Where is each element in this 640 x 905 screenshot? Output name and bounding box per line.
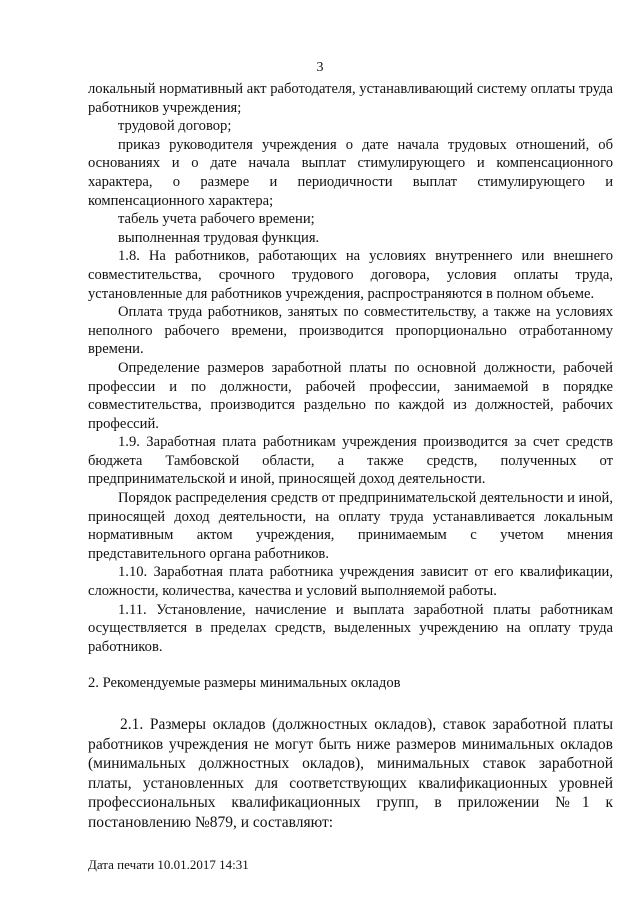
paragraph-timesheet: табель учета рабочего времени; [118, 211, 315, 228]
paragraph-labor-function: выполненная трудовая функция. [118, 229, 320, 246]
section-heading: 2. Рекомендуемые размеры минимальных окладов [88, 675, 401, 692]
paragraph-1-8: 1.8. На работников, работающих на условиях внутреннего или внешнего совместительства, срочного трудового договора, условия оплаты труда, установленные для работников учреждения, распространяются в полном объеме. [88, 248, 613, 302]
paragraph-local-act: локальный нормативный акт работодателя, устанавливающий систему оплаты труда работников учреждения; [88, 81, 613, 116]
paragraph-part-time-pay: Оплата труда работников, занятых по совместительству, а также на условиях неполного рабочего времени, производится пропорционально отработанному времени. [88, 304, 613, 358]
paragraph-1-11: 1.11. Установление, начисление и выплата заработной платы работникам осуществляется в пределах средств, выделенных учреждению на оплату труда работников. [88, 601, 613, 655]
print-date: Дата печати 10.01.2017 14:31 [88, 857, 249, 872]
document-body [88, 80, 613, 832]
paragraph-1-9: 1.9. Заработная плата работникам учреждения производится за счет средств бюджета Тамбовской области, а также средств, полученных от предпринимательской и иной, приносящей доход деятельности. [88, 434, 613, 488]
paragraph-director-order: приказ руководителя учреждения о дате начала трудовых отношений, об основаниях и о дате начала выплат стимулирующего и компенсационного характера, о размере и периодичности выплат стимулирующего и компенсационного характера; [88, 136, 613, 209]
paragraph-salary-determination: Определение размеров заработной платы по основной должности, рабочей профессии и по должности, рабочей профессии, занимаемой в порядке совместительства, производится раздельно по каждой из должностей, рабочих профессий. [88, 359, 613, 432]
paragraph-distribution-order: Порядок распределения средств от предпринимательской деятельности и иной, приносящей доход деятельности, на оплату труда устанавливается локальным нормативным актом учреждения, принимаемым с учетом мнения представительного органа работников. [88, 490, 613, 562]
paragraph-labor-contract: трудовой договор; [118, 118, 232, 135]
paragraph-1-10: 1.10. Заработная плата работника учреждения зависит от его квалификации, сложности, количества, качества и условий выполняемой работы. [88, 564, 613, 600]
paragraph-2-1: 2.1. Размеры окладов (должностных окладов), ставок заработной платы работников учреждения не могут быть ниже размеров минимальных окладов (минимальных должностных окладов), минимальных ставок заработной платы, установленных для соответствующих квалификационных уровней профессиональных квалификационных групп, в приложении №1 к постановлению №879, и составляют: [88, 716, 613, 831]
page-number: 3 [316, 60, 324, 75]
